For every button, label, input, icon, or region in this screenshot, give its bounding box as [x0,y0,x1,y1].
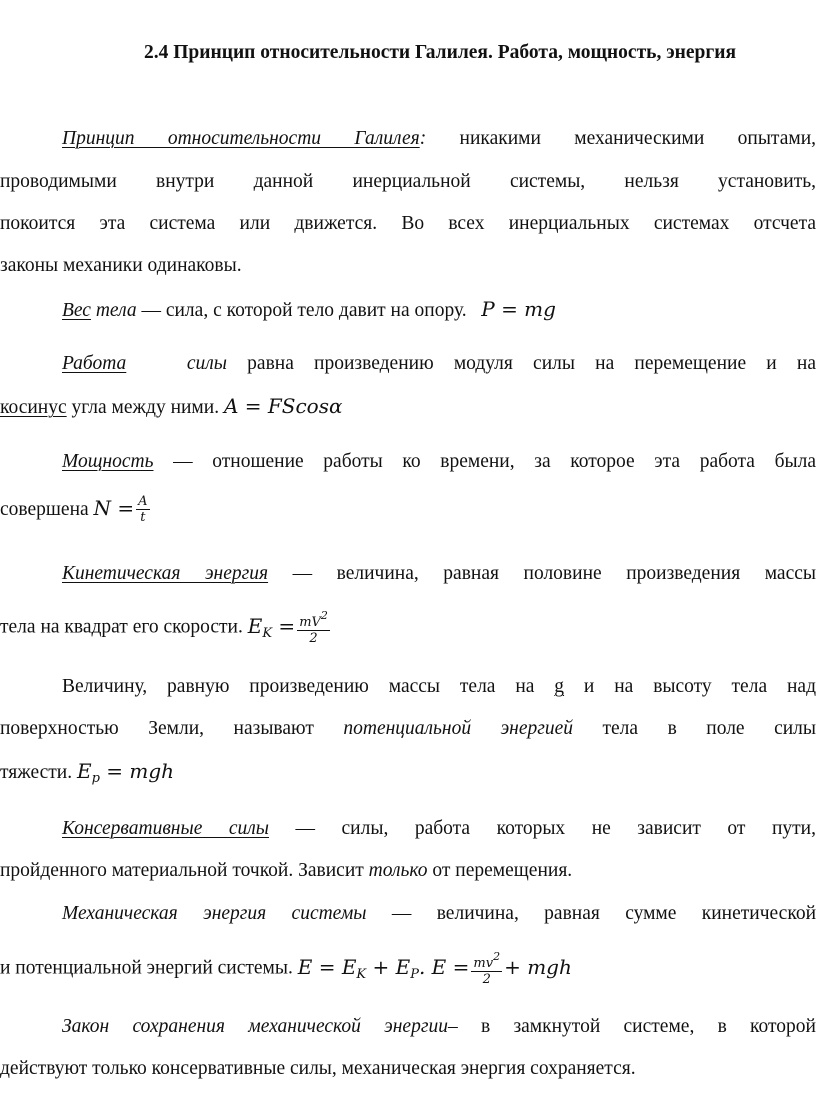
p1-line-2: проводимыми внутри данной инерциальной системы, нельзя установить, [0,171,816,192]
term-potential-energy: потенциальной энергией [343,718,574,739]
section-title: 2.4 Принцип относительности Галилея. Работа, мощность, энергия [143,42,737,63]
formula-power: N = $\frac{A}{t}$ [93,494,148,525]
term-conservative-forces: Консервативные силы [62,818,269,839]
formula-potential: $E_p$ = mgh [76,759,175,786]
p9-line-1: Закон сохранения механической энергии– в замкнутой системе, в которой [62,1016,816,1037]
p8-line-2: и потенциальной энергий системы. $E = E_K + E_P$. E = $\frac{mv^2}{2}$ + mgh [0,950,572,987]
p1-line-4: законы механики одинаковы. [0,255,242,276]
p6-line-3: тяжести. $E_p$ = mgh [0,759,175,786]
formula-work: A = FScosα [223,394,343,418]
formula-mechanical-sum: $E = E_K + E_P$. [297,954,426,982]
p3-line-2: косинус угла между ними. A = FScosα [0,394,343,418]
p4-line-2: совершена N = $\frac{A}{t}$ [0,494,816,525]
p8-line-1: Механическая энергия системы — величина, равная сумме кинетической [62,903,816,924]
p4-line-1: Мощность — отношение работы ко времени, за которое эта работа была [62,451,816,472]
p5-line-1: Кинетическая энергия — величина, равная половине произведения массы [62,563,816,584]
term-energy-conservation: Закон сохранения механической энергии [62,1016,448,1037]
p3-line-1: Работа силы равна произведению модуля силы на перемещение и на [62,353,816,374]
p1-line-3: покоится эта система или движется. Во всех инерциальных системах отсчета [0,213,816,234]
p9-line-2: действуют только консервативные силы, механическая энергия сохраняется. [0,1058,636,1079]
formula-weight: P = mg [481,297,556,321]
p5-line-2: тела на квадрат его скорости. $E_K$ = $\frac{mV^2}{2}$ [0,608,816,648]
p7-line-1: Консервативные силы — силы, работа которых не зависит от пути, [62,818,816,839]
term-weight: Вес [62,300,91,321]
term-kinetic-energy: Кинетическая энергия [62,563,269,584]
term-galileo-principle: Принцип относительности Галилея [62,128,420,149]
p1-line-1: Принцип относительности Галилея: никакими механическими опытами, [62,128,816,149]
term-work: Работа [62,353,127,374]
term-power: Мощность [62,451,154,472]
formula-mechanical-energy: E = $\frac{mv^2}{2}$ + mgh [425,950,572,987]
term-mechanical-energy: Механическая энергия системы [62,903,367,924]
p6-line-1: Величину, равную произведению массы тела на g и на высоту тела над [62,676,816,697]
formula-kinetic: $E_K$ = $\frac{mV^2}{2}$ [247,609,328,646]
p2-line-1: Вес тела — сила, с которой тело давит на опору. P = mg [62,297,556,321]
p7-line-2: пройденного материальной точкой. Зависит только от перемещения. [0,860,573,881]
p6-line-2: поверхностью Земли, называют потенциальной энергией тела в поле силы [0,718,816,739]
